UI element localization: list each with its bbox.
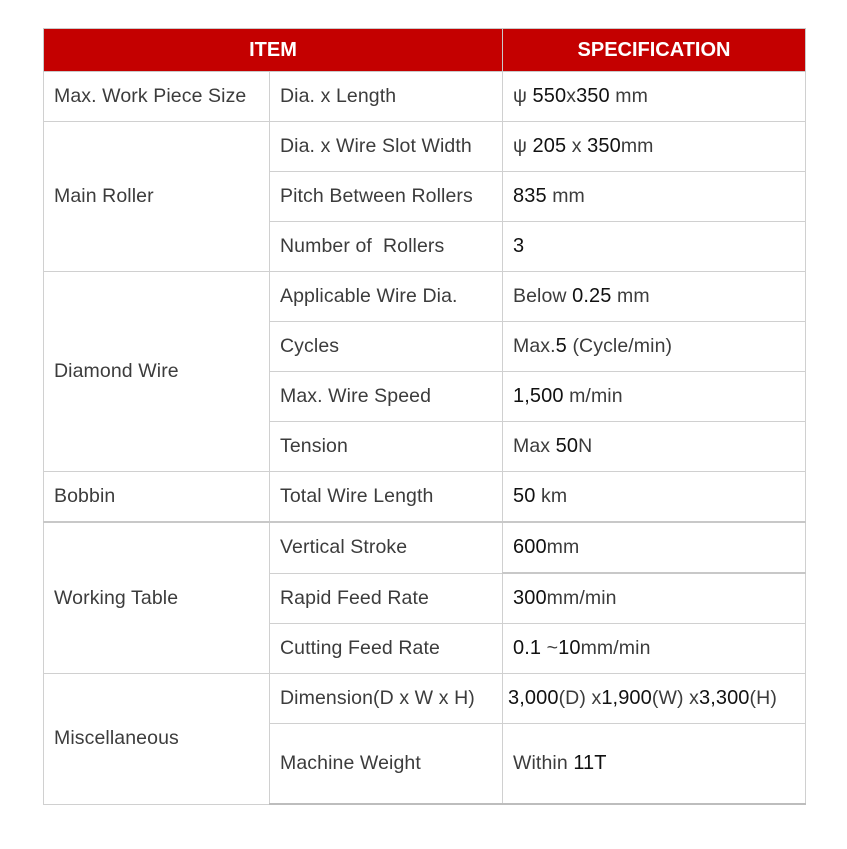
value-unit: mm — [620, 135, 654, 157]
item-applicable-wire-dia: Applicable Wire Dia. — [270, 272, 503, 322]
value-separator: ~ — [546, 637, 559, 659]
item-vertical-stroke: Vertical Stroke — [270, 522, 503, 573]
value-unit: N — [578, 435, 593, 457]
item-tension: Tension — [270, 422, 503, 472]
value-cutting-feed-rate — [503, 624, 806, 674]
group-working-table: Working Table — [44, 522, 270, 674]
value-number: 0.1 — [513, 637, 542, 659]
value-label: (D) — [558, 687, 586, 709]
item-header: ITEM — [44, 29, 503, 72]
value-unit: (Cycle/min) — [572, 335, 673, 357]
value-unit: m/min — [569, 385, 623, 407]
value-unit: mm — [615, 85, 648, 107]
value-label: (W) — [651, 687, 684, 709]
value-number: 350 — [576, 85, 610, 107]
item-machine-weight: Machine Weight — [270, 724, 503, 805]
value-number: 11T — [573, 752, 607, 774]
value-times: x — [566, 85, 577, 107]
value-prefix: Within — [513, 752, 568, 774]
value-dimension — [503, 674, 806, 724]
value-number: 3,000 — [508, 687, 559, 709]
table-row — [44, 272, 806, 322]
value-number: 350 — [587, 135, 621, 157]
value-label: (H) — [749, 687, 777, 709]
header-row — [44, 29, 806, 72]
value-number: 1,900 — [601, 687, 652, 709]
value-machine-weight — [503, 724, 806, 805]
table-row — [44, 522, 806, 573]
item-total-wire-length: Total Wire Length — [270, 472, 503, 523]
value-unit: mm — [552, 185, 585, 207]
value-applicable-wire-dia — [503, 272, 806, 322]
value-number: 0.25 — [572, 285, 612, 307]
table-row — [44, 72, 806, 122]
item-max-wire-speed: Max. Wire Speed — [270, 372, 503, 422]
value-unit: mm/min — [580, 637, 651, 659]
table-row — [44, 472, 806, 523]
item-number-of-rollers: Number of Rollers — [270, 222, 503, 272]
value-number: 205 — [532, 135, 567, 157]
table-row — [44, 674, 806, 724]
value-number: 50 — [555, 435, 579, 457]
value-number-of-rollers — [503, 222, 806, 272]
value-number: 600 — [513, 536, 547, 558]
item-dimension: Dimension(D x W x H) — [270, 674, 503, 724]
value-number: 835 — [513, 185, 547, 207]
psi-symbol: ψ — [513, 85, 528, 107]
value-tension — [503, 422, 806, 472]
value-number: 300 — [513, 587, 547, 609]
value-number: 550 — [532, 85, 567, 107]
group-bobbin: Bobbin — [44, 472, 270, 523]
value-dia-length — [503, 72, 806, 122]
value-times: x — [571, 135, 582, 157]
value-dia-wire-slot-width — [503, 122, 806, 172]
value-prefix: Max. — [513, 335, 556, 357]
value-number: 3 — [513, 235, 525, 257]
item-pitch-between-rollers: Pitch Between Rollers — [270, 172, 503, 222]
item-rapid-feed-rate: Rapid Feed Rate — [270, 573, 503, 624]
value-times: x — [591, 687, 602, 709]
value-unit: mm — [546, 536, 580, 558]
value-prefix: Below — [513, 285, 567, 307]
value-number: 5 — [555, 335, 567, 357]
specification-table — [43, 28, 806, 805]
value-cycles — [503, 322, 806, 372]
value-number: 3,300 — [698, 687, 750, 709]
value-unit: mm — [617, 285, 650, 307]
value-max-wire-speed — [503, 372, 806, 422]
specification-header: SPECIFICATION — [503, 29, 806, 72]
value-number: 50 — [513, 485, 536, 507]
item-cutting-feed-rate: Cutting Feed Rate — [270, 624, 503, 674]
psi-symbol: ψ — [513, 135, 528, 157]
group-max-work-piece-size: Max. Work Piece Size — [44, 72, 270, 122]
value-total-wire-length — [503, 472, 806, 523]
value-times: x — [689, 687, 699, 709]
group-diamond-wire: Diamond Wire — [44, 272, 270, 472]
value-vertical-stroke — [503, 522, 806, 573]
value-unit: mm/min — [546, 587, 617, 609]
value-prefix: Max — [513, 435, 551, 457]
group-miscellaneous: Miscellaneous — [44, 674, 270, 805]
value-number: 1,500 — [513, 385, 564, 407]
value-pitch-between-rollers — [503, 172, 806, 222]
value-unit: km — [540, 485, 568, 507]
item-cycles: Cycles — [270, 322, 503, 372]
value-number: 10 — [558, 637, 581, 659]
item-dia-length: Dia. x Length — [270, 72, 503, 122]
value-rapid-feed-rate — [503, 573, 806, 624]
table-row — [44, 122, 806, 172]
item-dia-wire-slot-width: Dia. x Wire Slot Width — [270, 122, 503, 172]
group-main-roller: Main Roller — [44, 122, 270, 272]
